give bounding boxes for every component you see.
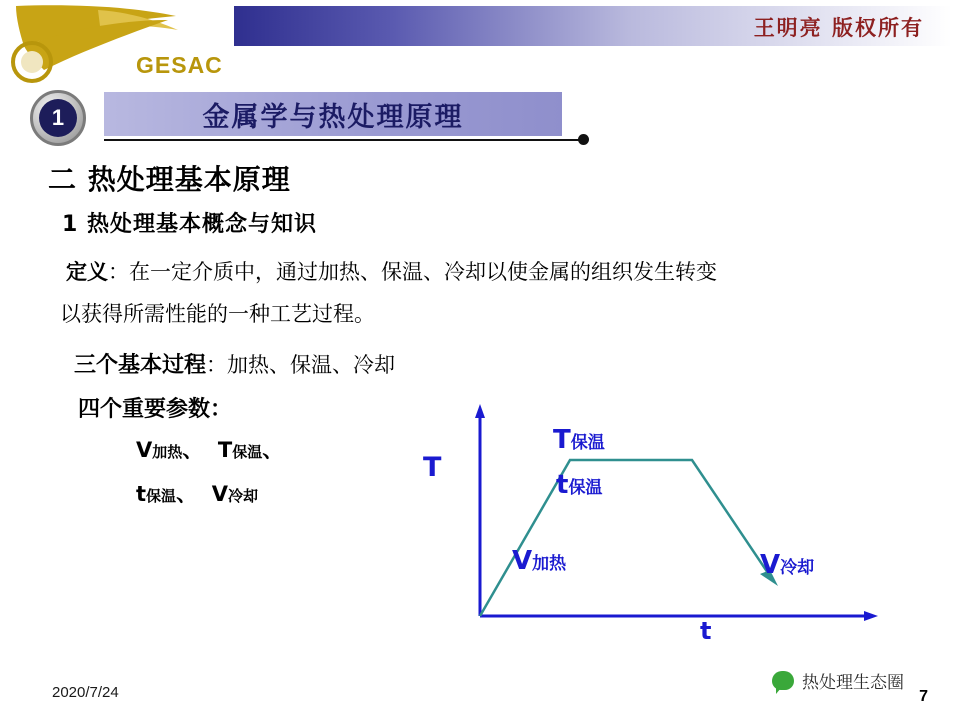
logo-label: GESAC: [136, 52, 223, 78]
param-t-hold-time: t保温: [136, 482, 177, 506]
three-processes-line: [74, 348, 395, 379]
page-title-text: 金属学与热处理原理: [202, 101, 464, 133]
chart-annotation-heating-rate-sub: 加热: [532, 554, 567, 574]
three-processes-label: 三个基本过程: [74, 353, 207, 378]
copyright-text: 王明亮 版权所有: [753, 15, 924, 40]
gesac-logo: [8, 0, 248, 86]
page-title: [104, 92, 562, 136]
title-underline: [104, 139, 582, 141]
chart-annotation-hold-time: t保温: [556, 470, 603, 500]
heat-treatment-curve-chart: [430, 398, 890, 648]
title-end-dot: [578, 134, 589, 145]
param-separator-1: 、: [182, 438, 218, 462]
subsection-heading: 1 热处理基本概念与知识: [62, 212, 317, 237]
wechat-account-name: 热处理生态圈: [802, 673, 904, 693]
param-v-cooling: V冷却: [211, 482, 258, 506]
param-t-hold-time-sub: 保温: [146, 487, 177, 505]
section-heading: 二 热处理基本原理: [48, 163, 291, 196]
param-separator-2: 、: [262, 438, 284, 462]
definition-line-1: [66, 256, 717, 286]
chart-annotation-heating-rate: V加热: [512, 546, 567, 576]
chart-annotation-hold-temp-sub: 保温: [570, 433, 605, 453]
param-t-hold-temp: T保温: [217, 438, 263, 462]
three-processes-value: ：加热、保温、冷却: [206, 353, 396, 377]
slide-number-value: 1: [39, 99, 77, 137]
slide-number-badge: [30, 90, 86, 146]
chart-annotation-hold-temp: T保温: [553, 425, 605, 455]
param-line-2: [136, 478, 258, 508]
wechat-attribution: [772, 668, 904, 693]
slide-date: 2020/7/24: [52, 684, 119, 701]
chart-x-axis-label: t: [700, 617, 712, 645]
chart-annotation-cooling-rate: V冷却: [760, 550, 815, 580]
param-t-hold-temp-sub: 保温: [232, 443, 263, 461]
param-separator-3: 、: [176, 482, 212, 506]
param-v-cooling-sub: 冷却: [227, 487, 258, 505]
chart-annotation-hold-time-sub: 保温: [568, 478, 603, 498]
param-v-heating-sub: 加热: [152, 443, 183, 461]
param-v-heating: V加热: [136, 438, 183, 462]
definition-line-2: 以获得所需性能的一种工艺过程。: [60, 302, 375, 326]
wechat-icon: [772, 671, 794, 690]
four-params-label: 四个重要参数：: [78, 397, 233, 422]
chart-y-axis-label: T: [423, 452, 442, 483]
definition-label: 定义: [66, 260, 108, 284]
chart-annotation-cooling-rate-sub: 冷却: [780, 558, 815, 578]
definition-text-1: ：在一定介质中，通过加热、保温、冷却以使金属的组织发生转变: [108, 260, 717, 284]
param-line-1: [136, 434, 283, 464]
page-number: 7: [919, 688, 928, 705]
